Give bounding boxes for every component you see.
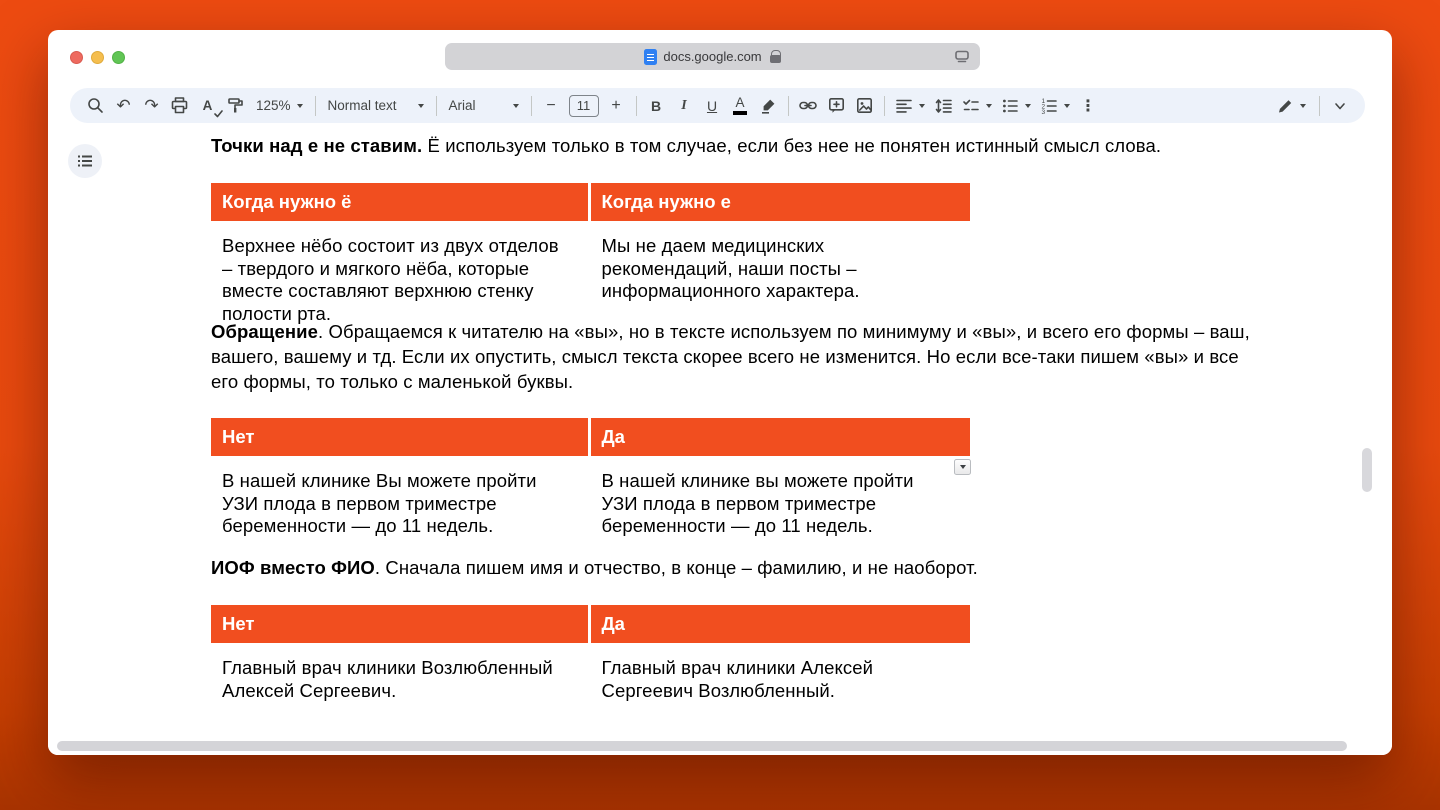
paragraph-iof-rule[interactable] xyxy=(211,555,1271,580)
google-docs-favicon xyxy=(644,49,657,65)
chevron-down-icon xyxy=(1064,104,1070,108)
table-yo-usage[interactable] xyxy=(211,183,970,325)
minimize-window-button[interactable] xyxy=(91,51,104,64)
bold-button[interactable]: B xyxy=(650,97,662,114)
align-button[interactable] xyxy=(891,92,929,119)
table-row xyxy=(211,643,970,702)
table-cell[interactable]: Главный врач клиники Алексей Сергеевич Возлюбленный. xyxy=(591,643,971,702)
tab-overview-icon[interactable] xyxy=(953,49,971,65)
chevron-down-icon xyxy=(297,104,303,108)
undo-button[interactable]: ↶ xyxy=(116,95,131,115)
table-header-cell[interactable]: Нет xyxy=(211,418,591,456)
table-options-button[interactable] xyxy=(954,459,971,475)
table-header-cell[interactable]: Да xyxy=(591,418,971,456)
table-cell[interactable]: Мы не даем медицинских рекомендаций, наши посты – информационного характера. xyxy=(591,221,971,325)
show-outline-button[interactable] xyxy=(68,144,102,178)
font-family-select[interactable]: Arial xyxy=(443,92,525,119)
hide-menus-button[interactable] xyxy=(1326,92,1353,119)
paragraph-text: . Сначала пишем имя и отчество, в конце – фамилию, и не наоборот. xyxy=(374,557,978,578)
text-color-button[interactable]: A xyxy=(727,92,754,119)
insert-link-button[interactable] xyxy=(795,92,822,119)
toolbar-separator xyxy=(636,96,637,116)
underline-button[interactable]: U xyxy=(706,97,718,114)
document-canvas[interactable] xyxy=(48,123,1392,755)
toolbar-separator xyxy=(1319,96,1320,116)
chevron-down-icon xyxy=(1300,104,1306,108)
decrease-font-size-button[interactable]: − xyxy=(546,96,556,114)
table-cell[interactable]: В нашей клинике вы можете пройти УЗИ плода в первом триместре беременности — до 11 недель. xyxy=(591,456,971,538)
horizontal-scrollbar[interactable] xyxy=(57,741,1347,751)
toolbar-separator xyxy=(436,96,437,116)
url-host: docs.google.com xyxy=(663,49,762,64)
redo-button[interactable]: ↷ xyxy=(144,95,159,115)
more-options-button[interactable]: ⋮ xyxy=(1080,97,1097,115)
line-spacing-button[interactable] xyxy=(930,92,957,119)
insert-image-button[interactable] xyxy=(851,92,878,119)
svg-text:3: 3 xyxy=(1041,108,1045,115)
bulleted-list-button[interactable] xyxy=(997,92,1035,119)
table-cell[interactable]: Верхнее нёбо состоит из двух отделов – твердого и мягкого нёба, которые вместе составляют верхнюю стенку полости рта. xyxy=(211,221,591,325)
table-cell[interactable]: Главный врач клиники Возлюбленный Алексей Сергеевич. xyxy=(211,643,591,702)
font-size-input[interactable]: 11 xyxy=(569,95,599,117)
table-cell[interactable]: В нашей клинике Вы можете пройти УЗИ плода в первом триместре беременности — до 11 недель. xyxy=(211,456,591,538)
add-comment-button[interactable] xyxy=(823,92,850,119)
toolbar-separator xyxy=(315,96,316,116)
table-row xyxy=(211,456,970,538)
paragraph-address-rule[interactable] xyxy=(211,319,1253,394)
table-header-cell[interactable]: Нет xyxy=(211,605,591,643)
checklist-button[interactable] xyxy=(958,92,996,119)
italic-button[interactable]: I xyxy=(681,97,687,113)
browser-titlebar xyxy=(48,30,1392,86)
paint-format-button[interactable] xyxy=(222,92,249,119)
search-menus-button[interactable] xyxy=(82,92,109,119)
docs-toolbar xyxy=(70,88,1365,123)
toolbar-separator xyxy=(884,96,885,116)
chevron-down-icon xyxy=(418,104,424,108)
table-header-cell[interactable]: Когда нужно е xyxy=(591,183,971,221)
close-window-button[interactable] xyxy=(70,51,83,64)
toolbar-separator xyxy=(531,96,532,116)
table-vy-usage[interactable] xyxy=(211,418,970,538)
highlight-color-button[interactable] xyxy=(755,92,782,119)
chevron-down-icon xyxy=(1025,104,1031,108)
zoom-window-button[interactable] xyxy=(112,51,125,64)
paragraph-lead: Обращение xyxy=(211,321,319,342)
paragraph-lead: ИОФ вместо ФИО xyxy=(211,557,375,578)
table-header-cell[interactable]: Когда нужно ё xyxy=(211,183,591,221)
browser-window xyxy=(48,30,1392,755)
paragraph-yo-rule[interactable] xyxy=(211,133,1271,158)
paragraph-style-select[interactable]: Normal text xyxy=(322,92,430,119)
numbered-list-button[interactable] xyxy=(1036,92,1074,119)
svg-text:2: 2 xyxy=(1041,103,1045,110)
table-iof-usage[interactable] xyxy=(211,605,970,702)
table-header-cell[interactable]: Да xyxy=(591,605,971,643)
zoom-select[interactable]: 125% xyxy=(250,92,309,119)
address-bar[interactable] xyxy=(445,43,980,70)
chevron-down-icon xyxy=(986,104,992,108)
svg-text:1: 1 xyxy=(1041,97,1045,105)
vertical-scrollbar-thumb[interactable] xyxy=(1362,448,1372,492)
increase-font-size-button[interactable]: + xyxy=(611,96,621,114)
chevron-down-icon xyxy=(513,104,519,108)
spellcheck-button[interactable]: A xyxy=(194,92,221,119)
paragraph-lead: Точки над е не ставим. xyxy=(211,135,423,156)
print-button[interactable] xyxy=(166,92,193,119)
paragraph-text: . Обращаемся к читателю на «вы», но в тексте используем по минимуму и «вы», и всего его формы – ваш, вашего, вашему и тд. Если их опустить, смысл текста скорее всего не изменится. Но если все-таки пишем «вы» и все его формы, то только с маленькой буквы. xyxy=(211,321,1250,392)
outline-list-icon xyxy=(76,153,94,169)
window-controls xyxy=(70,51,125,64)
table-row xyxy=(211,221,970,325)
paragraph-text: Ё используем только в том случае, если без нее не понятен истинный смысл слова. xyxy=(422,135,1162,156)
lock-icon xyxy=(770,50,781,63)
editing-mode-button[interactable] xyxy=(1269,92,1313,119)
toolbar-separator xyxy=(788,96,789,116)
chevron-down-icon xyxy=(919,104,925,108)
